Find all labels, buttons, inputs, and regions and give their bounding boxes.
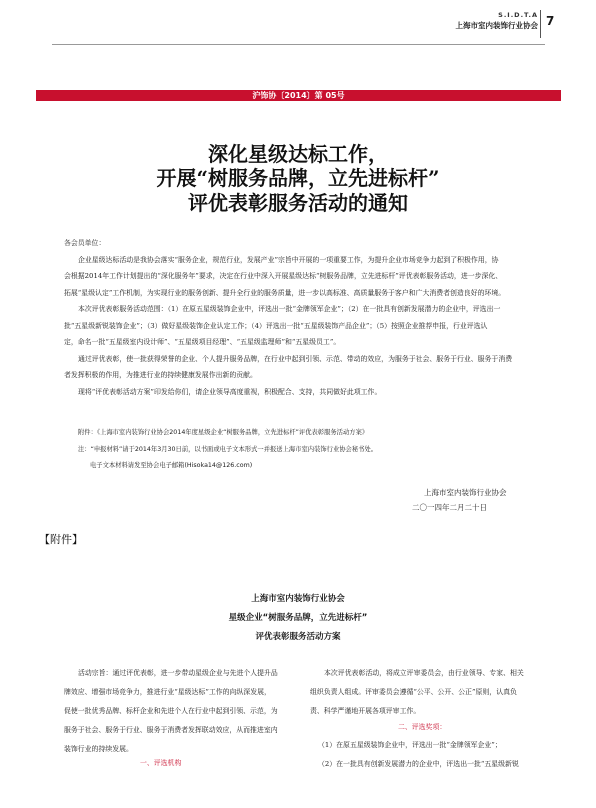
signature-org: 上海市室内装饰行业协会 bbox=[424, 488, 507, 497]
document-number-bar: 沪饰协〔2014〕第 05号 bbox=[36, 90, 561, 101]
column-line: 促使一批优秀品牌、标杆企业和先进个人在行业中起到引领、示范，为 bbox=[64, 707, 278, 715]
paragraph-line: 企业星级达标活动是我协会落实“服务企业，规范行业，发展产业”宗旨中开展的一项重要工作，为提升企业市场竞争力起到了积极作用，协 bbox=[78, 255, 499, 264]
salutation: 各会员单位： bbox=[64, 239, 106, 247]
subtitle-line-3: 评优表彰服务活动方案 bbox=[255, 632, 341, 642]
paragraph-line: 通过评优表彰，使一批获得荣誉的企业、个人提升服务品牌，在行业中起到引领、示范、带动的效应，为服务于社会、服务于行业、服务于消费 bbox=[78, 354, 513, 363]
attachment-label: 【附件】 bbox=[39, 533, 83, 546]
email-line: 电子文本材料请发至协会电子邮箱(Hisoka14@126.com) bbox=[90, 462, 253, 469]
header-org-cn: 上海市室内装饰行业协会 bbox=[455, 21, 538, 30]
column-line: 牌效应、增强市场竞争力，推进行业“星级达标”工作的向纵深发展， bbox=[64, 688, 271, 696]
column-line: 活动宗旨：通过评优表彰，进一步带动星级企业与先进个人提升品 bbox=[78, 669, 278, 677]
attachment-notes bbox=[64, 425, 544, 475]
paragraph-line: 者发挥积极的作用，为推进行业的持续健康发展作出新的贡献。 bbox=[64, 371, 257, 379]
header-divider bbox=[540, 10, 541, 38]
note-line: 注：“申报材料”请于2014年3月30日前，以书面或电子文本形式一并报送上海市室内装饰行业协会秘书处。 bbox=[78, 445, 378, 453]
column-line: 装饰行业的持续发展。 bbox=[64, 745, 133, 753]
paragraph-line: 拓展“星级认定”工作机制，为实现行业的服务创新、提升全行业的服务质量，进一步以高标准、高质量服务于客户和广大消费者创造良好的环境。 bbox=[64, 288, 506, 297]
title-line-2: 开展“树服务品牌，立先进标杆” bbox=[156, 166, 440, 190]
signature-date: 二〇一四年二月二十日 bbox=[412, 503, 487, 512]
section-heading-2: 二、评选奖项： bbox=[398, 723, 447, 731]
paragraph-line: 批“五星级新锐装饰企业”；（3）做好星级装饰企业认定工作；（4）评选出一批“五星级装饰产品企业”；（5）按照企业推荐申报，行业评选认 bbox=[64, 321, 488, 330]
page-number: 7 bbox=[546, 14, 555, 28]
paragraph-line: 定，命名一批“五星级室内设计师”、“五星级项目经理”、“五星级监理师”和“五星级员工”。 bbox=[64, 338, 341, 346]
column-line: 责、科学严谨地开展各项评审工作。 bbox=[310, 707, 421, 715]
column-line: 服务于社会、服务于行业、服务于消费者发挥联动效应，从而推进室内 bbox=[64, 726, 278, 734]
notice-body bbox=[64, 235, 544, 400]
header-rule bbox=[52, 44, 545, 45]
subtitle-line-2: 星级企业“树服务品牌，立先进标杆” bbox=[228, 613, 368, 623]
section-heading-1: 一、评选机构 bbox=[140, 759, 182, 767]
paragraph-line: 现将“评优表彰活动方案”印发给你们，请企业领导高度重视，积极配合、支持，共同做好此项工作。 bbox=[78, 387, 382, 396]
header-org-en: S.I.D.T.A bbox=[498, 11, 538, 19]
paragraph-line: 本次评优表彰服务活动范围：（1）在原五星级装饰企业中，评选出一批“金牌领军企业”；（2）在一批具有创新发展潜力的企业中，评选出一 bbox=[78, 305, 501, 313]
paragraph-line: 会根据2014年工作计划提出的“深化服务年”要求，决定在行业中深入开展星级达标“树服务品牌，立先进标杆”评优表彰服务活动，进一步深化、 bbox=[64, 272, 503, 280]
attachment-line: 附件：《上海市室内装饰行业协会2014年度星级企业“树服务品牌，立先进标杆”评优表彰服务活动方案》 bbox=[78, 429, 369, 436]
award-item: （1）在原五星级装饰企业中，评选出一批“金牌领军企业”； bbox=[318, 741, 502, 749]
left-column bbox=[64, 664, 304, 759]
column-line: 本次评优表彰活动，将成立评审委员会，由行业领导、专家、相关 bbox=[324, 669, 524, 677]
award-item: （2）在一批具有创新发展潜力的企业中，评选出一批“五星级新锐 bbox=[318, 760, 519, 768]
column-line: 组织负责人组成。评审委员会遵循“公平、公开、公正”原则，认真负 bbox=[310, 688, 517, 696]
title-line-1: 深化星级达标工作， bbox=[208, 142, 388, 166]
title-line-3: 评优表彰服务活动的通知 bbox=[188, 191, 408, 215]
subtitle-line-1: 上海市室内装饰行业协会 bbox=[251, 594, 345, 604]
right-column bbox=[310, 664, 550, 721]
award-list bbox=[318, 736, 558, 774]
